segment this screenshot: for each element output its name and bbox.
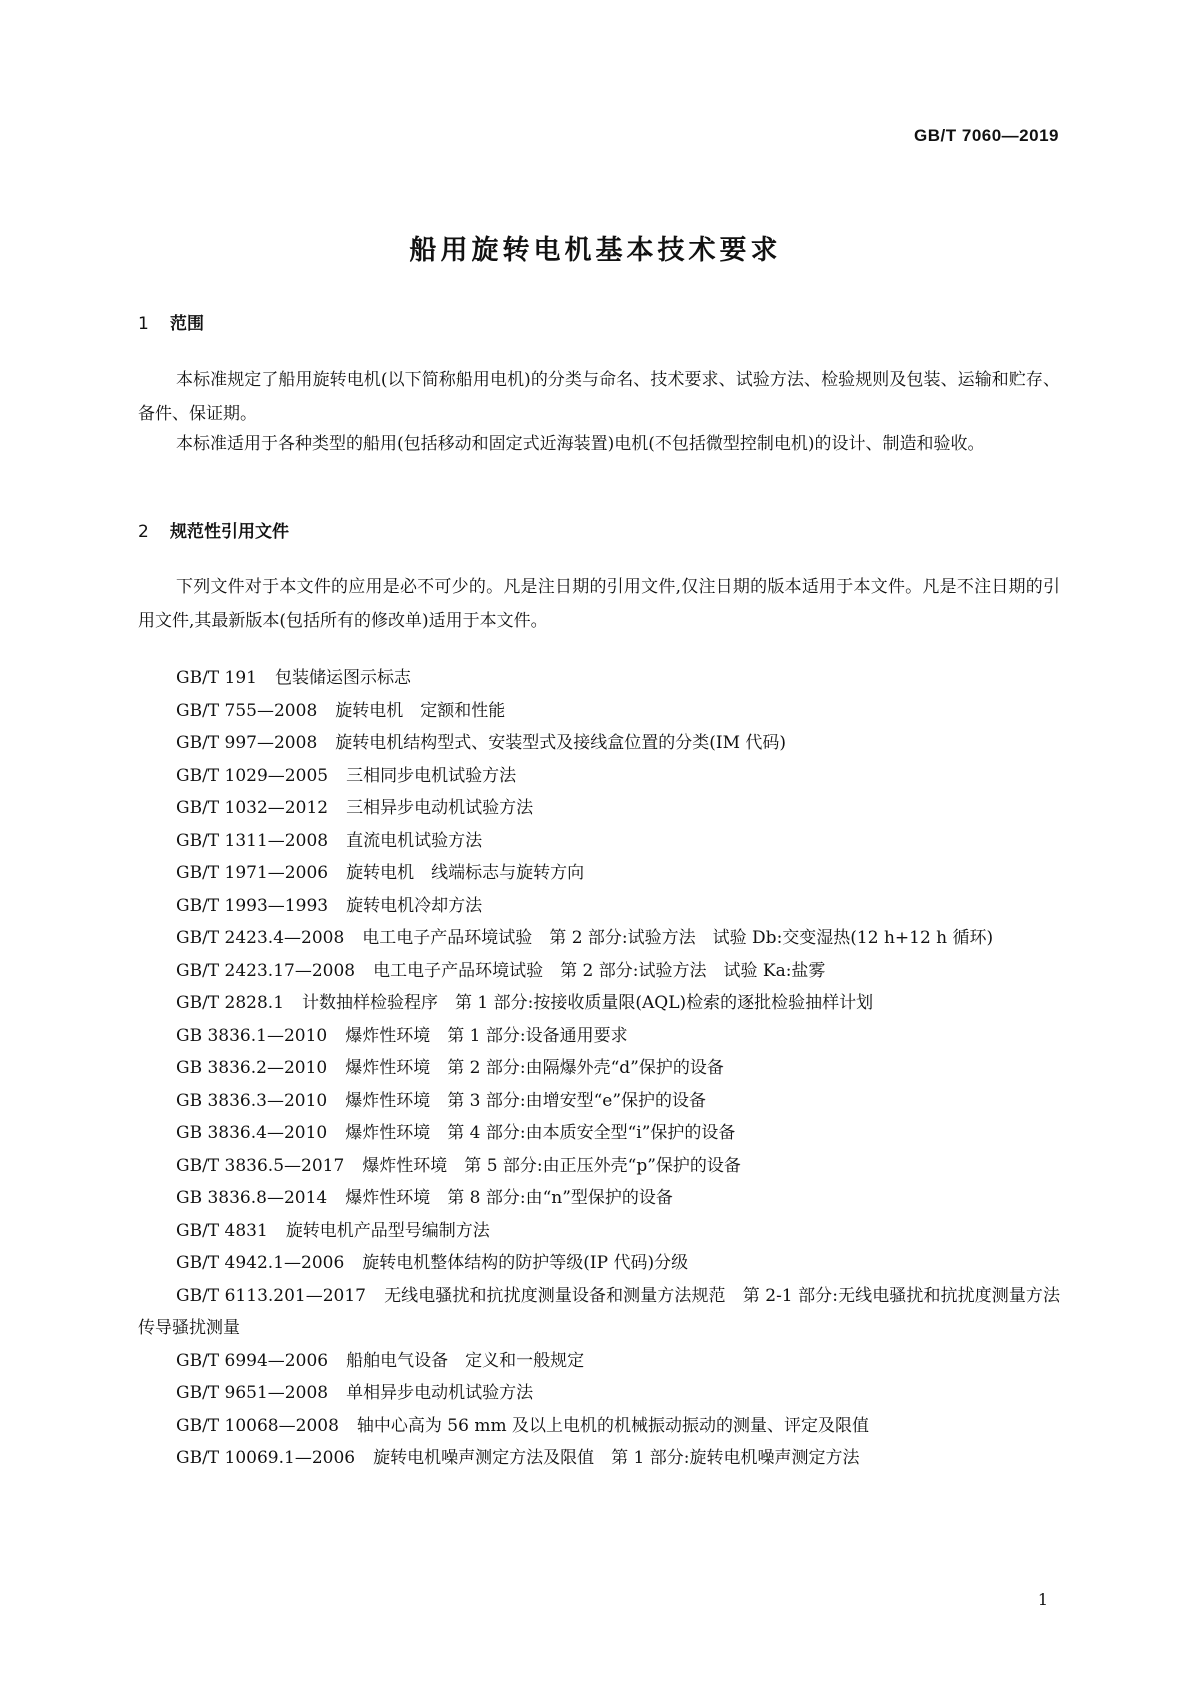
reference-title: 旋转电机 定额和性能	[335, 700, 506, 721]
reference-item	[138, 825, 1060, 858]
reference-code: GB/T 6113.201—2017	[176, 1285, 366, 1306]
reference-code: GB/T 4942.1—2006	[176, 1253, 345, 1273]
reference-item	[138, 1345, 1060, 1378]
reference-item	[138, 1020, 1060, 1053]
reference-item	[138, 890, 1060, 923]
reference-code: GB 3836.2—2010	[176, 1058, 328, 1078]
reference-title: 船舶电气设备 定义和一般规定	[346, 1350, 585, 1371]
reference-title: 旋转电机结构型式、安装型式及接线盒位置的分类(IM 代码)	[335, 733, 787, 753]
reference-item	[138, 792, 1060, 825]
reference-title: 三相同步电机试验方法	[346, 765, 517, 786]
reference-title: 三相异步电动机试验方法	[346, 798, 534, 818]
reference-code: GB/T 191	[176, 668, 257, 688]
reference-title: 爆炸性环境 第 3 部分:由增安型“e”保护的设备	[345, 1090, 707, 1111]
reference-title: 爆炸性环境 第 4 部分:由本质安全型“i”保护的设备	[345, 1123, 736, 1143]
reference-code: GB 3836.4—2010	[176, 1123, 328, 1143]
section-number: 1	[138, 314, 149, 334]
reference-item	[138, 1052, 1060, 1085]
reference-item	[138, 1182, 1060, 1215]
reference-title: 旋转电机整体结构的防护等级(IP 代码)分级	[362, 1253, 689, 1273]
scope-paragraph-2: 本标准适用于各种类型的船用(包括移动和固定式近海装置)电机(不包括微型控制电机)的设计、制造和验收。	[176, 434, 985, 454]
reference-item	[138, 1442, 1060, 1475]
reference-item	[138, 1280, 1060, 1345]
reference-item	[138, 1150, 1060, 1183]
reference-code: GB/T 6994—2006	[176, 1350, 329, 1371]
section-number: 2	[138, 522, 149, 542]
reference-code: GB/T 10069.1—2006	[176, 1448, 356, 1468]
reference-code: GB/T 1993—1993	[176, 895, 329, 916]
reference-code: GB/T 3836.5—2017	[176, 1155, 345, 1176]
reference-item	[138, 922, 1060, 955]
reference-item	[138, 987, 1060, 1020]
reference-title: 旋转电机 线端标志与旋转方向	[346, 863, 585, 883]
reference-title: 爆炸性环境 第 8 部分:由“n”型保护的设备	[345, 1188, 673, 1208]
reference-code: GB/T 1032—2012	[176, 798, 329, 818]
reference-code: GB/T 2828.1	[176, 993, 285, 1013]
references-intro-paragraph: 下列文件对于本文件的应用是必不可少的。凡是注日期的引用文件,仅注日期的版本适用于本文件。凡是不注日期的引用文件,其最新版本(包括所有的修改单)适用于本文件。	[138, 577, 1060, 631]
reference-title: 爆炸性环境 第 2 部分:由隔爆外壳“d”保护的设备	[345, 1058, 724, 1078]
reference-item	[138, 1377, 1060, 1410]
reference-title: 电工电子产品环境试验 第 2 部分:试验方法 试验 Db:交变湿热(12 h+12 h 循环)	[362, 928, 994, 948]
reference-code: GB/T 1971—2006	[176, 863, 329, 883]
reference-code: GB 3836.1—2010	[176, 1025, 328, 1046]
reference-item	[138, 1410, 1060, 1443]
reference-title: 旋转电机噪声测定方法及限值 第 1 部分:旋转电机噪声测定方法	[373, 1448, 860, 1468]
reference-title: 旋转电机冷却方法	[346, 895, 483, 916]
reference-title: 无线电骚扰和抗扰度测量设备和测量方法规范 第 2-1 部分:无线电骚扰和抗扰度测量方法传导骚扰测量	[138, 1285, 1060, 1338]
scope-paragraph-1: 本标准规定了船用旋转电机(以下简称船用电机)的分类与命名、技术要求、试验方法、检验规则及包装、运输和贮存、备件、保证期。	[138, 370, 1060, 424]
reference-title: 爆炸性环境 第 1 部分:设备通用要求	[345, 1025, 628, 1046]
reference-item	[138, 1215, 1060, 1248]
reference-code: GB/T 1311—2008	[176, 830, 329, 851]
document-title: 船用旋转电机基本技术要求	[409, 235, 782, 266]
reference-item	[138, 662, 1060, 695]
section-title: 范围	[170, 314, 204, 334]
reference-title: 旋转电机产品型号编制方法	[285, 1220, 490, 1241]
reference-code: GB 3836.8—2014	[176, 1188, 328, 1208]
reference-title: 爆炸性环境 第 5 部分:由正压外壳“p”保护的设备	[362, 1155, 741, 1176]
reference-code: GB/T 2423.17—2008	[176, 960, 356, 981]
reference-item	[138, 1085, 1060, 1118]
reference-code: GB/T 755—2008	[176, 700, 318, 721]
reference-item	[138, 1117, 1060, 1150]
reference-code: GB 3836.3—2010	[176, 1090, 328, 1111]
reference-item	[138, 695, 1060, 728]
reference-title: 计数抽样检验程序 第 1 部分:按接收质量限(AQL)检索的逐批检验抽样计划	[302, 993, 874, 1013]
reference-title: 直流电机试验方法	[346, 830, 483, 851]
section-1-heading	[138, 309, 204, 334]
reference-code: GB/T 10068—2008	[176, 1415, 339, 1436]
standard-code: GB/T 7060—2019	[914, 126, 1059, 145]
reference-item	[138, 1247, 1060, 1280]
reference-item	[138, 955, 1060, 988]
reference-item	[138, 857, 1060, 890]
reference-code: GB/T 997—2008	[176, 733, 318, 753]
page-number: 1	[1037, 1590, 1048, 1609]
reference-item	[138, 727, 1060, 760]
reference-title: 轴中心高为 56 mm 及以上电机的机械振动振动的测量、评定及限值	[356, 1415, 869, 1436]
section-2-heading	[138, 517, 289, 542]
reference-code: GB/T 4831	[176, 1220, 268, 1241]
reference-title: 电工电子产品环境试验 第 2 部分:试验方法 试验 Ka:盐雾	[373, 960, 826, 981]
reference-item	[138, 760, 1060, 793]
section-title: 规范性引用文件	[170, 522, 289, 542]
reference-code: GB/T 2423.4—2008	[176, 928, 345, 948]
reference-code: GB/T 1029—2005	[176, 765, 329, 786]
reference-code: GB/T 9651—2008	[176, 1383, 329, 1403]
normative-references-list	[138, 662, 1060, 1475]
reference-title: 单相异步电动机试验方法	[346, 1383, 534, 1403]
reference-title: 包装储运图示标志	[275, 668, 411, 688]
